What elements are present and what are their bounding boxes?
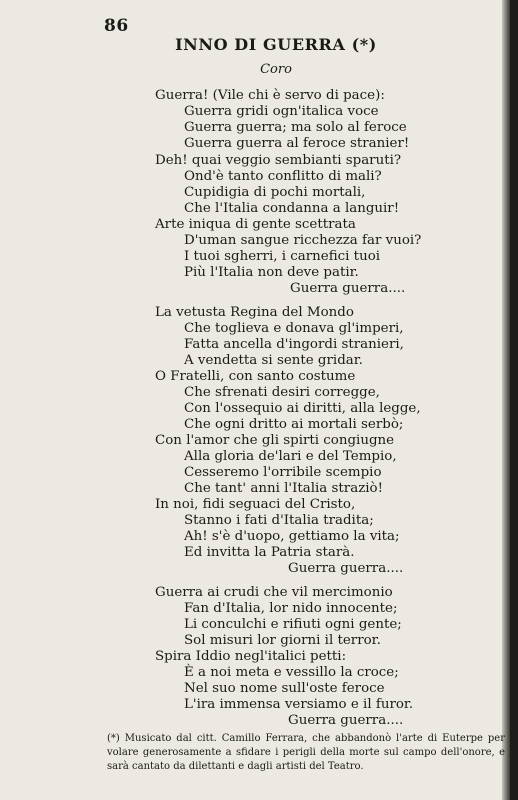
verse-line: Nel suo nome sull'oste feroce [184,681,385,696]
verse-line: Che l'Italia condanna a languir! [184,201,400,216]
page-gutter-shadow [502,0,510,800]
verse-line: Arte iniqua di gente scettrata [155,217,356,232]
verse-line: Deh! quai veggio sembianti sparuti? [155,153,402,168]
verse-line: Fan d'Italia, lor nido innocente; [184,601,398,616]
verse-line: Stanno i fati d'Italia tradita; [184,513,374,528]
verse-line: Che sfrenati desiri corregge, [184,385,380,400]
verse-line: Che ogni dritto ai mortali serbò; [184,417,404,432]
verse-line: Fatta ancella d'ingordi stranieri, [184,337,404,352]
verse-line: Che tant' anni l'Italia straziò! [184,481,383,496]
verse-line: In noi, fidi seguaci del Cristo, [155,497,356,512]
verse-line: I tuoi sgherri, i carnefici tuoi [184,249,381,264]
refrain-line: Guerra guerra.... [288,561,404,576]
verse-line: Guerra guerra al feroce stranier! [184,136,410,151]
verse-line: La vetusta Regina del Mondo [155,305,354,320]
page-number: 86 [104,16,129,36]
poem-title: INNO DI GUERRA (*) [175,35,377,54]
verse-line: Cupidigia di pochi mortali, [184,185,366,200]
verse-line: Alla gloria de'lari e del Tempio, [184,449,397,464]
verse-line: Spira Iddio negl'italici petti: [155,649,347,664]
verse-line: Guerra ai crudi che vil mercimonio [155,585,393,600]
verse-line: Guerra guerra; ma solo al feroce [184,120,407,135]
verse-line: È a noi meta e vessillo la croce; [184,665,399,680]
verse-line: Li conculchi e rifiuti ogni gente; [184,617,402,632]
verse-line: Guerra! (Vile chi è servo di pace): [155,88,385,103]
verse-line: Che toglieva e donava gl'imperi, [184,321,404,336]
verse-line: A vendetta si sente gridar. [184,353,363,368]
refrain-line: Guerra guerra.... [290,281,406,296]
verse-line: Con l'amor che gli spirti congiugne [155,433,395,448]
verse-line: Ond'è tanto conflitto di mali? [184,169,382,184]
verse-line: D'uman sangue ricchezza far vuoi? [184,233,422,248]
verse-line: Con l'ossequio ai diritti, alla legge, [184,401,421,416]
footnote: (*) Musicato dal citt. Camillo Ferrara, che abbandonò l'arte di Euterpe per volare generosamente a sfidare i perigli della morte sul campo dell'onore, e sarà cantato da dilettanti e dagli artisti del Teatro. [107,733,505,772]
verse-line: Ah! s'è d'uopo, gettiamo la vita; [184,529,400,544]
verse-line: Più l'Italia non deve patir. [184,265,359,280]
refrain-line: Guerra guerra.... [288,713,404,728]
verse-line: O Fratelli, con santo costume [155,369,356,384]
verse-line: Guerra gridi ogn'italica voce [184,104,379,119]
verse-line: L'ira immensa versiamo e il furor. [184,697,414,712]
verse-line: Cesseremo l'orribile scempio [184,465,382,480]
poem-subtitle: Coro [260,62,292,77]
verse-line: Ed invitta la Patria starà. [184,545,355,560]
verse-line: Sol misuri lor giorni il terror. [184,633,381,648]
